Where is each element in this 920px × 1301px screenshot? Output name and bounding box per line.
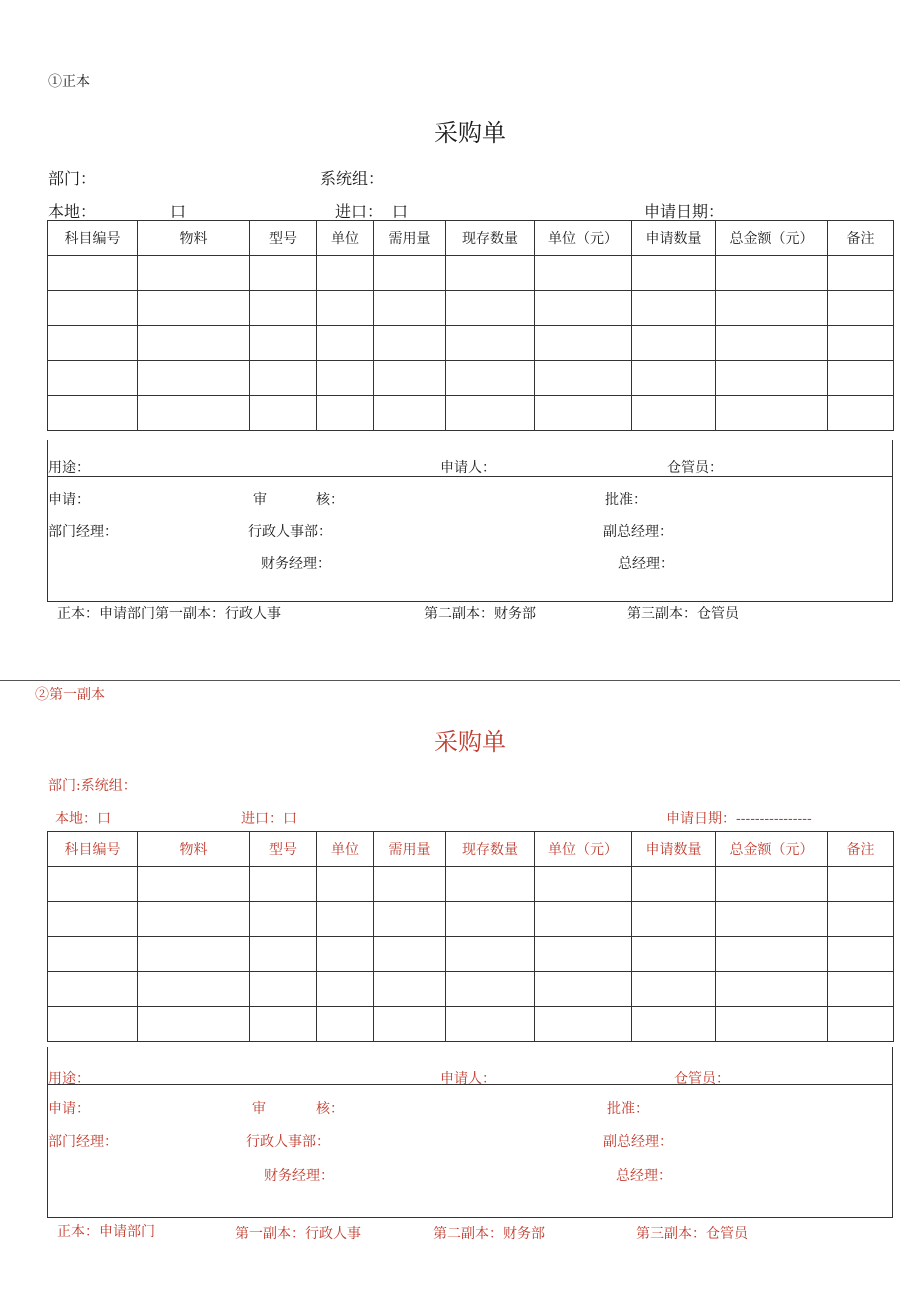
table-cell[interactable]: [446, 867, 535, 902]
table-cell[interactable]: [446, 972, 535, 1007]
copy1-footer-a: 正本：申请部门第一副本：行政人事: [57, 606, 281, 622]
table-cell[interactable]: [716, 937, 828, 972]
table-cell[interactable]: [374, 972, 446, 1007]
table-cell[interactable]: [317, 902, 374, 937]
copy2-review-b: 核：: [316, 1101, 344, 1117]
copy1-system-label: 系统组：: [320, 169, 385, 188]
copy1-gm: 总经理：: [618, 556, 674, 572]
table-cell[interactable]: [716, 291, 828, 326]
table-cell[interactable]: [374, 902, 446, 937]
column-header: 需用量: [374, 832, 446, 867]
table-cell[interactable]: [374, 326, 446, 361]
copy1-dept-label: 部门：: [48, 169, 97, 188]
table-cell[interactable]: [446, 937, 535, 972]
table-cell[interactable]: [535, 867, 632, 902]
copy2-keeper: 仓管员：: [674, 1071, 730, 1087]
table-cell[interactable]: [317, 867, 374, 902]
table-cell[interactable]: [138, 972, 250, 1007]
copy1-approval-box: [47, 477, 893, 602]
table-cell[interactable]: [535, 972, 632, 1007]
table-cell[interactable]: [250, 937, 317, 972]
table-row: [48, 1007, 894, 1042]
table-cell[interactable]: [138, 937, 250, 972]
table-cell[interactable]: [716, 326, 828, 361]
column-header: 申请数量: [632, 221, 716, 256]
table-cell[interactable]: [138, 396, 250, 431]
table-row: [48, 291, 894, 326]
copy2-approve: 批准：: [607, 1101, 649, 1117]
table-cell[interactable]: [828, 291, 894, 326]
table-cell[interactable]: [250, 396, 317, 431]
table-cell[interactable]: [374, 396, 446, 431]
table-cell[interactable]: [317, 1007, 374, 1042]
copy2-apply: 申请：: [48, 1101, 90, 1117]
table-cell[interactable]: [828, 256, 894, 291]
copy1-local-label: 本地：: [48, 202, 97, 221]
copy2-import-label[interactable]: 进口：口: [241, 811, 297, 827]
table-cell[interactable]: [48, 256, 138, 291]
table-cell[interactable]: [250, 972, 317, 1007]
column-header: 科目编号: [48, 832, 138, 867]
copy2-item-table: [47, 831, 894, 1042]
table-cell[interactable]: [317, 361, 374, 396]
table-cell[interactable]: [828, 937, 894, 972]
table-cell[interactable]: [535, 256, 632, 291]
column-header: 备注: [828, 832, 894, 867]
column-header: 单位（元）: [535, 832, 632, 867]
table-cell[interactable]: [632, 1007, 716, 1042]
copy1-review-a: 审: [253, 492, 267, 508]
table-cell[interactable]: [138, 1007, 250, 1042]
table-cell[interactable]: [374, 867, 446, 902]
column-header: 物料: [138, 221, 250, 256]
table-cell[interactable]: [632, 937, 716, 972]
copy2-local-label[interactable]: 本地：口: [55, 811, 111, 827]
table-row: [48, 326, 894, 361]
copy1-dept-manager: 部门经理：: [48, 524, 118, 540]
table-cell[interactable]: [250, 256, 317, 291]
table-cell[interactable]: [48, 902, 138, 937]
table-row: [48, 256, 894, 291]
copy2-gm: 总经理：: [616, 1168, 672, 1184]
table-cell[interactable]: [48, 1007, 138, 1042]
copy1-keeper: 仓管员：: [667, 460, 723, 476]
copy2-table-header: [48, 832, 894, 867]
column-header: 总金额（元）: [716, 832, 828, 867]
copy1-review-b: 核：: [316, 492, 344, 508]
table-row: [48, 396, 894, 431]
copy1-title: 采购单: [434, 119, 506, 147]
column-header: 型号: [250, 832, 317, 867]
table-cell[interactable]: [716, 972, 828, 1007]
copy1-apply: 申请：: [48, 492, 90, 508]
copy2-marker: ②第一副本: [35, 687, 105, 703]
table-cell[interactable]: [374, 256, 446, 291]
table-cell[interactable]: [446, 902, 535, 937]
copy2-footer-d: 第三副本：仓管员: [636, 1226, 748, 1242]
table-cell[interactable]: [828, 396, 894, 431]
table-cell[interactable]: [374, 361, 446, 396]
table-cell[interactable]: [250, 326, 317, 361]
section-divider: [0, 680, 900, 681]
table-cell[interactable]: [138, 291, 250, 326]
table-cell[interactable]: [250, 902, 317, 937]
copy2-vice-gm: 副总经理：: [603, 1134, 673, 1150]
copy2-title: 采购单: [434, 728, 506, 756]
copy2-dept-system: 部门:系统组：: [48, 778, 137, 794]
table-cell[interactable]: [828, 326, 894, 361]
table-cell[interactable]: [317, 972, 374, 1007]
table-cell[interactable]: [374, 937, 446, 972]
table-cell[interactable]: [446, 291, 535, 326]
table-cell[interactable]: [374, 1007, 446, 1042]
table-cell[interactable]: [48, 937, 138, 972]
column-header: 单位: [317, 832, 374, 867]
table-cell[interactable]: [138, 902, 250, 937]
table-cell[interactable]: [446, 361, 535, 396]
column-header: 型号: [250, 221, 317, 256]
column-header: 科目编号: [48, 221, 138, 256]
table-cell[interactable]: [48, 291, 138, 326]
copy2-date-label: 申请日期：----------------: [666, 811, 812, 827]
copy1-import-checkbox[interactable]: 口: [392, 202, 409, 221]
table-cell[interactable]: [828, 972, 894, 1007]
table-cell[interactable]: [48, 326, 138, 361]
table-cell[interactable]: [716, 361, 828, 396]
column-header: 物料: [138, 832, 250, 867]
table-cell[interactable]: [48, 361, 138, 396]
table-cell[interactable]: [716, 867, 828, 902]
table-cell[interactable]: [828, 867, 894, 902]
table-cell[interactable]: [250, 361, 317, 396]
copy1-hr-dept: 行政人事部：: [248, 524, 332, 540]
copy1-footer-c: 第三副本：仓管员: [627, 606, 739, 622]
table-cell[interactable]: [716, 1007, 828, 1042]
table-cell[interactable]: [632, 396, 716, 431]
copy2-approval-box: [47, 1085, 893, 1218]
copy1-import-label: 进口：: [335, 202, 384, 221]
table-row: [48, 867, 894, 902]
table-cell[interactable]: [48, 972, 138, 1007]
copy1-applicant: 申请人：: [440, 460, 496, 476]
table-cell[interactable]: [446, 256, 535, 291]
table-cell[interactable]: [716, 902, 828, 937]
table-row: [48, 361, 894, 396]
copy1-footer-b: 第二副本：财务部: [424, 606, 536, 622]
copy2-review-a: 审: [252, 1101, 266, 1117]
copy1-item-table: [47, 220, 894, 431]
table-cell[interactable]: [250, 867, 317, 902]
copy2-footer-a: 正本：申请部门: [57, 1224, 155, 1240]
table-cell[interactable]: [632, 972, 716, 1007]
table-cell[interactable]: [535, 326, 632, 361]
table-cell[interactable]: [317, 937, 374, 972]
copy2-hr-dept: 行政人事部：: [246, 1134, 330, 1150]
copy1-local-checkbox[interactable]: 口: [170, 202, 187, 221]
column-header: 现存数量: [446, 832, 535, 867]
table-cell[interactable]: [317, 326, 374, 361]
table-row: [48, 902, 894, 937]
table-cell[interactable]: [632, 326, 716, 361]
table-cell[interactable]: [716, 256, 828, 291]
table-cell[interactable]: [535, 396, 632, 431]
table-cell[interactable]: [317, 291, 374, 326]
copy2-footer-b: 第一副本：行政人事: [235, 1226, 361, 1242]
column-header: 备注: [828, 221, 894, 256]
copy1-vice-gm: 副总经理：: [603, 524, 673, 540]
table-cell[interactable]: [138, 256, 250, 291]
column-header: 现存数量: [446, 221, 535, 256]
copy2-finance-manager: 财务经理：: [264, 1168, 334, 1184]
copy2-purpose: 用途：: [48, 1071, 90, 1087]
table-cell[interactable]: [48, 396, 138, 431]
column-header: 单位: [317, 221, 374, 256]
table-cell[interactable]: [446, 396, 535, 431]
table-cell[interactable]: [250, 1007, 317, 1042]
table-cell[interactable]: [317, 396, 374, 431]
table-cell[interactable]: [535, 1007, 632, 1042]
table-cell[interactable]: [48, 867, 138, 902]
table-cell[interactable]: [535, 291, 632, 326]
table-cell[interactable]: [138, 867, 250, 902]
table-cell[interactable]: [138, 361, 250, 396]
table-cell[interactable]: [535, 937, 632, 972]
table-cell[interactable]: [632, 361, 716, 396]
table-cell[interactable]: [374, 291, 446, 326]
column-header: 申请数量: [632, 832, 716, 867]
table-cell[interactable]: [446, 1007, 535, 1042]
table-cell[interactable]: [535, 361, 632, 396]
table-cell[interactable]: [138, 326, 250, 361]
table-cell[interactable]: [632, 867, 716, 902]
copy1-finance-manager: 财务经理：: [261, 556, 331, 572]
copy2-footer-c: 第二副本：财务部: [433, 1226, 545, 1242]
table-cell[interactable]: [828, 1007, 894, 1042]
column-header: 需用量: [374, 221, 446, 256]
table-cell[interactable]: [250, 291, 317, 326]
table-row: [48, 937, 894, 972]
copy2-dept-manager: 部门经理：: [48, 1134, 118, 1150]
copy1-purpose: 用途：: [48, 460, 90, 476]
copy1-approve: 批准：: [605, 492, 647, 508]
column-header: 单位（元）: [535, 221, 632, 256]
copy2-applicant: 申请人：: [440, 1071, 496, 1087]
column-header: 总金额（元）: [716, 221, 828, 256]
table-cell[interactable]: [535, 902, 632, 937]
copy1-table-header: [48, 221, 894, 256]
table-cell[interactable]: [446, 326, 535, 361]
table-cell[interactable]: [716, 396, 828, 431]
table-cell[interactable]: [632, 256, 716, 291]
table-cell[interactable]: [632, 291, 716, 326]
table-cell[interactable]: [317, 256, 374, 291]
table-row: [48, 972, 894, 1007]
table-cell[interactable]: [828, 361, 894, 396]
table-cell[interactable]: [632, 902, 716, 937]
table-cell[interactable]: [828, 902, 894, 937]
copy1-marker: ①正本: [48, 74, 90, 90]
copy1-date-label: 申请日期：: [644, 202, 725, 221]
